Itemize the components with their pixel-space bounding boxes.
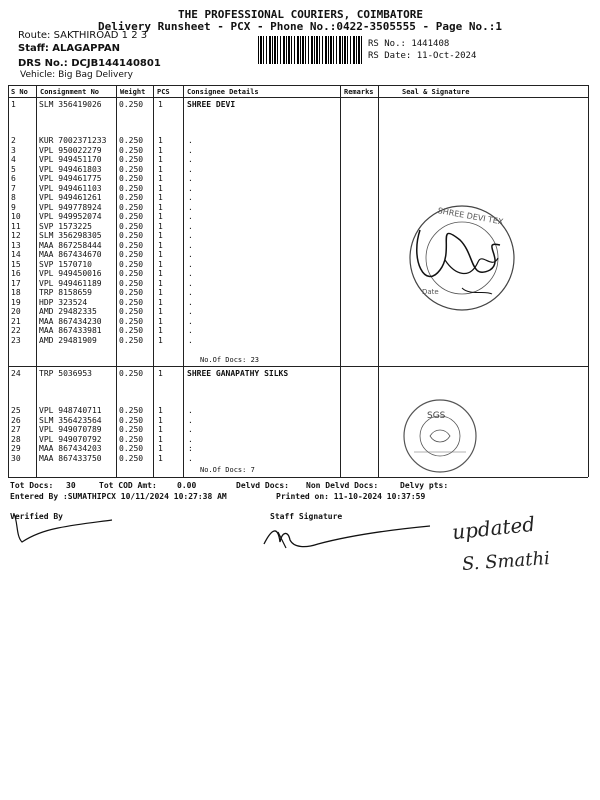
consignment-cell: VPL 949778924: [39, 202, 102, 212]
consignment-cell: HDP 323524: [39, 297, 88, 307]
pcs-cell: 1: [158, 174, 163, 183]
consignee-detail-cell: .: [188, 269, 193, 278]
consignment-cell: VPL 949070792: [39, 434, 102, 444]
consignment-cell: MAA 867258444: [39, 240, 102, 250]
pcs-cell: 1: [158, 415, 163, 425]
sno-cell: 3: [11, 145, 16, 155]
pcs-cell: 1: [158, 231, 163, 240]
col-header-consignment: Consignment No: [40, 88, 100, 96]
consignment-cell: VPL 949461189: [39, 278, 102, 288]
staff-signature-scrawl: [258, 518, 438, 558]
staff-label: Staff: ALAGAPPAN: [18, 43, 120, 54]
consignee-detail-cell: .: [188, 193, 193, 202]
table-bottom-border: [8, 477, 588, 478]
consignee-detail-cell: .: [188, 278, 193, 288]
sno-cell: 27: [11, 425, 21, 434]
pcs-cell: 1: [158, 288, 163, 297]
consignment-cell: VPL 949461803: [39, 164, 102, 174]
pcs-cell: 1: [158, 240, 163, 250]
pcs-cell: 1: [158, 307, 163, 316]
consignee-detail-cell: .: [188, 406, 193, 415]
weight-cell: 0.250: [119, 221, 144, 231]
consignment-cell: SLM 356423564: [39, 415, 102, 425]
table-row: [0, 369, 600, 378]
table-row: [0, 326, 600, 335]
route-label: Route: SAKTHIROAD 1 2 3: [18, 30, 148, 41]
col-header-weight: Weight: [120, 88, 146, 96]
docs-count-group1: No.Of Docs: 23: [200, 356, 260, 364]
consignment-cell: VPL 949952074: [39, 212, 102, 221]
consignment-cell: AMD 29481909: [39, 335, 97, 345]
table-header-border: [8, 97, 588, 98]
sno-cell: 12: [11, 231, 21, 240]
weight-cell: 0.250: [119, 307, 144, 316]
consignment-cell: SLM 356298305: [39, 231, 102, 240]
drs-number: DRS No.: DCJB144140801: [18, 58, 161, 69]
weight-cell: 0.250: [119, 202, 144, 212]
sno-cell: 28: [11, 434, 21, 444]
sno-cell: 29: [11, 444, 21, 453]
delvy-pts-label: Delvy pts:: [400, 481, 449, 490]
weight-cell: 0.250: [119, 288, 144, 297]
table-row: [0, 425, 600, 434]
consignee-detail-cell: .: [188, 240, 193, 250]
consignee-name-group1: SHREE DEVI: [187, 100, 236, 109]
sno-cell: 4: [11, 155, 16, 164]
pcs-cell: 1: [158, 316, 163, 326]
consignment-cell: VPL 948740711: [39, 406, 102, 415]
consignment-cell: VPL 949461261: [39, 193, 102, 202]
weight-cell: 0.250: [119, 269, 144, 278]
consignee-detail-cell: .: [188, 202, 193, 212]
consignee-detail-cell: .: [188, 326, 193, 335]
pcs-cell: 1: [158, 250, 163, 259]
consignment-cell: VPL 949461775: [39, 174, 102, 183]
consignee-detail-cell: .: [188, 164, 193, 174]
pcs-cell: 1: [158, 278, 163, 288]
consignment-cell: MAA 867433750: [39, 453, 102, 463]
consignee-detail-cell: .: [188, 316, 193, 326]
consignee-detail-cell: .: [188, 136, 193, 145]
pcs-cell: 1: [158, 406, 163, 415]
col-header-consignee: Consignee Details: [187, 88, 259, 96]
staff-signature-label: Staff Signature: [270, 512, 343, 521]
sno-cell: 2: [11, 136, 16, 145]
consignee-detail-cell: .: [188, 335, 193, 345]
col-header-pcs: PCS: [157, 88, 170, 96]
weight-cell: 0.250: [119, 164, 144, 174]
stamp-text-devi: SHREE DEVI TEX: [437, 206, 504, 227]
table-row: [0, 155, 600, 164]
consignee-detail-cell: .: [188, 145, 193, 155]
pcs-cell: 1: [158, 193, 163, 202]
pcs-cell: 1: [158, 269, 163, 278]
non-delvd-docs-label: Non Delvd Docs:: [306, 481, 379, 490]
consignee-detail-cell: .: [188, 183, 193, 193]
tot-docs-value: 30: [66, 481, 76, 490]
stamp-text-sgs: SGS: [427, 411, 446, 421]
sno-cell: 18: [11, 288, 21, 297]
consignee-detail-cell: .: [188, 231, 193, 240]
weight-cell: 0.250: [119, 259, 144, 269]
pcs-cell: 1: [158, 212, 163, 221]
consignment-cell: TRP 5036953: [39, 369, 92, 378]
sno-cell: 24: [11, 369, 21, 378]
sno-cell: 19: [11, 297, 21, 307]
stamp-date-text: Date: [422, 288, 439, 296]
consignment-cell: MAA 867434230: [39, 316, 102, 326]
table-row: [0, 454, 600, 463]
pcs-cell: 1: [158, 453, 163, 463]
consignment-cell: VPL 949451170: [39, 155, 102, 164]
handwritten-note-name: S. Smathi: [461, 547, 551, 576]
sno-cell: 21: [11, 316, 21, 326]
table-row: [0, 444, 600, 453]
runsheet-subtitle: Delivery Runsheet - PCX - Phone No.:0422-3505555 - Page No.:1: [98, 20, 502, 33]
weight-cell: 0.250: [119, 335, 144, 345]
weight-cell: 0.250: [119, 369, 144, 378]
sno-cell: 8: [11, 193, 16, 202]
weight-cell: 0.250: [119, 453, 144, 463]
tot-cod-value: 0.00: [177, 481, 197, 490]
consignee-detail-cell: :: [188, 444, 193, 453]
sno-cell: 6: [11, 174, 16, 183]
pcs-cell: 1: [158, 369, 163, 378]
weight-cell: 0.250: [119, 297, 144, 307]
sno-cell: 13: [11, 240, 21, 250]
table-row: [0, 136, 600, 145]
pcs-cell: 1: [158, 155, 163, 164]
table-row: [0, 406, 600, 415]
consignment-cell: VPL 949070789: [39, 425, 102, 434]
pcs-cell: 1: [158, 444, 163, 453]
stamp-shree-devi: [400, 200, 520, 320]
sno-cell: 17: [11, 278, 21, 288]
table-row: [0, 146, 600, 155]
weight-cell: 0.250: [119, 415, 144, 425]
consignment-cell: MAA 867433981: [39, 326, 102, 335]
consignment-cell: VPL 950022279: [39, 145, 102, 155]
weight-cell: 0.250: [119, 212, 144, 221]
weight-cell: 0.250: [119, 240, 144, 250]
sno-cell: 30: [11, 453, 21, 463]
sno-cell: 20: [11, 307, 21, 316]
table-row: [0, 336, 600, 345]
consignee-detail-cell: .: [188, 453, 193, 463]
table-row: [0, 416, 600, 425]
vehicle-label: Vehicle: Big Bag Delivery: [20, 70, 133, 80]
pcs-cell: 1: [158, 136, 163, 145]
pcs-cell: 1: [158, 259, 163, 269]
weight-cell: 0.250: [119, 174, 144, 183]
sno-cell: 5: [11, 164, 16, 174]
weight-cell: 0.250: [119, 444, 144, 453]
pcs-cell: 1: [158, 335, 163, 345]
sno-cell: 25: [11, 406, 21, 415]
consignee-detail-cell: .: [188, 259, 193, 269]
sno-cell: 14: [11, 250, 21, 259]
consignment-cell: SLM 356419026: [39, 100, 102, 109]
barcode: [258, 36, 362, 64]
docs-count-group2: No.Of Docs: 7: [200, 466, 255, 474]
weight-cell: 0.250: [119, 183, 144, 193]
sno-cell: 16: [11, 269, 21, 278]
table-row: [0, 435, 600, 444]
consignment-cell: VPL 949461103: [39, 183, 102, 193]
weight-cell: 0.250: [119, 231, 144, 240]
consignment-cell: VPL 949450016: [39, 269, 102, 278]
verified-by-signature: [8, 510, 118, 550]
consignee-detail-cell: .: [188, 297, 193, 307]
sno-cell: 23: [11, 335, 21, 345]
consignment-cell: KUR 7002371233: [39, 136, 107, 145]
weight-cell: 0.250: [119, 406, 144, 415]
group-divider: [8, 366, 588, 367]
weight-cell: 0.250: [119, 278, 144, 288]
consignee-detail-cell: .: [188, 155, 193, 164]
consignee-detail-cell: .: [188, 288, 193, 297]
sno-cell: 10: [11, 212, 21, 221]
weight-cell: 0.250: [119, 316, 144, 326]
delvd-docs-label: Delvd Docs:: [236, 481, 289, 490]
pcs-cell: 1: [158, 221, 163, 231]
consignment-cell: SVP 1573225: [39, 221, 92, 231]
consignment-cell: MAA 867434670: [39, 250, 102, 259]
pcs-cell: 1: [158, 425, 163, 434]
sno-cell: 22: [11, 326, 21, 335]
weight-cell: 0.250: [119, 100, 144, 109]
weight-cell: 0.250: [119, 136, 144, 145]
handwritten-note-updated: updated: [450, 511, 537, 545]
sno-cell: 9: [11, 202, 16, 212]
pcs-cell: 1: [158, 434, 163, 444]
table-row: [0, 184, 600, 193]
rs-date: RS Date: 11-Oct-2024: [368, 51, 477, 61]
sno-cell: 7: [11, 183, 16, 193]
tot-docs-label: Tot Docs:: [10, 481, 54, 490]
table-row: [0, 100, 600, 109]
sno-cell: 11: [11, 221, 21, 231]
consignment-cell: SVP 1570710: [39, 259, 92, 269]
consignee-detail-cell: .: [188, 221, 193, 231]
tot-cod-label: Tot COD Amt:: [99, 481, 157, 490]
col-header-sno: S No: [11, 88, 28, 96]
consignment-cell: MAA 867434203: [39, 444, 102, 453]
consignee-detail-cell: .: [188, 415, 193, 425]
pcs-cell: 1: [158, 145, 163, 155]
sno-cell: 26: [11, 415, 21, 425]
weight-cell: 0.250: [119, 326, 144, 335]
sno-cell: 15: [11, 259, 21, 269]
pcs-cell: 1: [158, 326, 163, 335]
consignee-name-group2: SHREE GANAPATHY SILKS: [187, 369, 289, 378]
pcs-cell: 1: [158, 183, 163, 193]
rs-number: RS No.: 1441408: [368, 39, 450, 49]
entered-by: Entered By :SUMATHIPCX 10/11/2024 10:27:38 AM: [10, 492, 227, 501]
pcs-cell: 1: [158, 100, 163, 109]
consignee-detail-cell: .: [188, 250, 193, 259]
consignee-detail-cell: .: [188, 434, 193, 444]
pcs-cell: 1: [158, 164, 163, 174]
consignee-detail-cell: .: [188, 174, 193, 183]
weight-cell: 0.250: [119, 155, 144, 164]
weight-cell: 0.250: [119, 193, 144, 202]
table-top-border: [8, 85, 588, 86]
verified-by-label: Verified By: [10, 512, 63, 521]
col-header-signature: Seal & Signature: [402, 88, 470, 96]
company-title: THE PROFESSIONAL COURIERS, COIMBATORE: [178, 8, 424, 21]
table-row: [0, 165, 600, 174]
sno-cell: 1: [11, 100, 16, 109]
table-row: [0, 174, 600, 183]
consignee-detail-cell: .: [188, 425, 193, 434]
weight-cell: 0.250: [119, 145, 144, 155]
consignment-cell: AMD 29482335: [39, 307, 97, 316]
col-header-remarks: Remarks: [344, 88, 374, 96]
consignment-cell: TRP 8158659: [39, 288, 92, 297]
stamp-sgs: [400, 396, 480, 476]
weight-cell: 0.250: [119, 425, 144, 434]
consignee-detail-cell: .: [188, 212, 193, 221]
weight-cell: 0.250: [119, 250, 144, 259]
pcs-cell: 1: [158, 202, 163, 212]
weight-cell: 0.250: [119, 434, 144, 444]
printed-on: Printed on: 11-10-2024 10:37:59: [276, 492, 426, 501]
consignee-detail-cell: .: [188, 307, 193, 316]
pcs-cell: 1: [158, 297, 163, 307]
